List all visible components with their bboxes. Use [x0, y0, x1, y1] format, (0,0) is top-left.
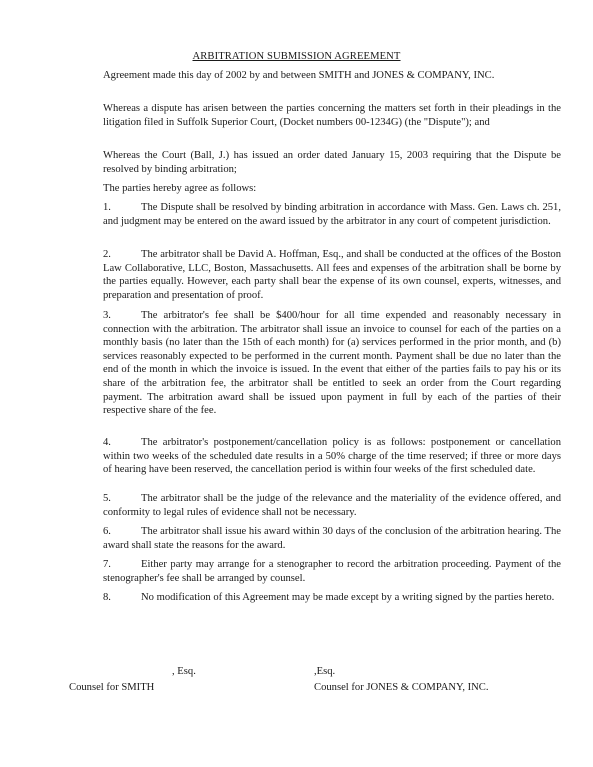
- agree-paragraph: The parties hereby agree as follows:: [103, 183, 257, 194]
- clause-number: 2.: [103, 249, 111, 260]
- clause-7: [69, 558, 561, 585]
- clause-text: The arbitrator shall be David A. Hoffman, Esq., and shall be conducted at the offices of the Boston Law Collaborative, LLC, Boston, Massachusetts. All fees and expenses of the arbitration shall be borne by the parties equally. However, each party shall bear the expense of its own counsel, experts, witnesses, and preparation and presentation of proof.: [103, 249, 561, 301]
- whereas-paragraph-1: Whereas a dispute has arisen between the parties concerning the matters set forth in their pleadings in the litigation filed in Suffolk Superior Court, (Docket numbers 00-1234G) (the "Dispute"); and: [103, 103, 561, 128]
- smith-counsel-label: Counsel for SMITH: [69, 682, 155, 693]
- clause-text: The arbitrator's fee shall be $400/hour for all time expended and reasonably necessary in connection with the arbitration. The arbitrator shall issue an invoice to counsel for each of the parties on a monthly basis (no later than the 15th of each month) for (a) services performed in the prior month, and (b) services reasonably expected to be performed in the current month. Payment shall be due no later than the end of the month in which the invoice is issued. In the event that either of the parties fails to pay his or its share of the arbitration fee, the arbitrator shall be entitled to seek an order from the Court regarding payment. The arbitration award shall be issued upon payment in full by each of the parties of their respective share of the fee.: [103, 310, 561, 417]
- jones-counsel-label: Counsel for JONES & COMPANY, INC.: [314, 682, 489, 693]
- clause-text: Either party may arrange for a stenographer to record the arbitration proceeding. Payment of the stenographer's fee shall be arranged by counsel.: [103, 559, 561, 584]
- clause-text: The Dispute shall be resolved by binding arbitration in accordance with Mass. Gen. Laws ch. 251, and judgment may be entered on the award issued by the arbitrator in any court of competent jurisdiction.: [103, 202, 561, 227]
- clause-3: [69, 309, 561, 418]
- clause-5: [69, 492, 561, 519]
- clause-number: 3.: [103, 310, 111, 321]
- smith-counsel-esq: , Esq.: [172, 666, 196, 677]
- clause-number: 7.: [103, 559, 111, 570]
- jones-counsel-esq: ,Esq.: [314, 666, 336, 677]
- clause-text: The arbitrator's postponement/cancellation policy is as follows: postponement or cancellation within two weeks of the scheduled date results in a 50% charge of the time reserved; if three or more days of hearing have been reserved, the cancellation period is within four weeks of the first scheduled date.: [103, 437, 561, 476]
- clause-6: [69, 525, 561, 552]
- clause-2: [69, 248, 561, 302]
- clause-number: 5.: [103, 493, 111, 504]
- clause-number: 1.: [103, 202, 111, 213]
- clause-text: The arbitrator shall be the judge of the relevance and the materiality of the evidence offered, and conformity to legal rules of evidence shall not be necessary.: [103, 493, 561, 518]
- document-title: ARBITRATION SUBMISSION AGREEMENT: [192, 51, 401, 62]
- clause-number: 4.: [103, 437, 111, 448]
- clause-8: [69, 591, 561, 605]
- clause-4: [69, 436, 561, 477]
- clause-number: 6.: [103, 526, 111, 537]
- clause-1: [69, 201, 561, 228]
- clause-text: No modification of this Agreement may be made except by a writing signed by the parties hereto.: [141, 592, 555, 603]
- intro-paragraph: Agreement made this day of 2002 by and between SMITH and JONES & COMPANY, INC.: [103, 70, 495, 81]
- whereas-paragraph-2: Whereas the Court (Ball, J.) has issued an order dated January 15, 2003 requiring that the Dispute be resolved by binding arbitration;: [103, 150, 561, 175]
- clause-number: 8.: [103, 592, 111, 603]
- clause-text: The arbitrator shall issue his award within 30 days of the conclusion of the arbitration hearing. The award shall state the reasons for the award.: [103, 526, 561, 551]
